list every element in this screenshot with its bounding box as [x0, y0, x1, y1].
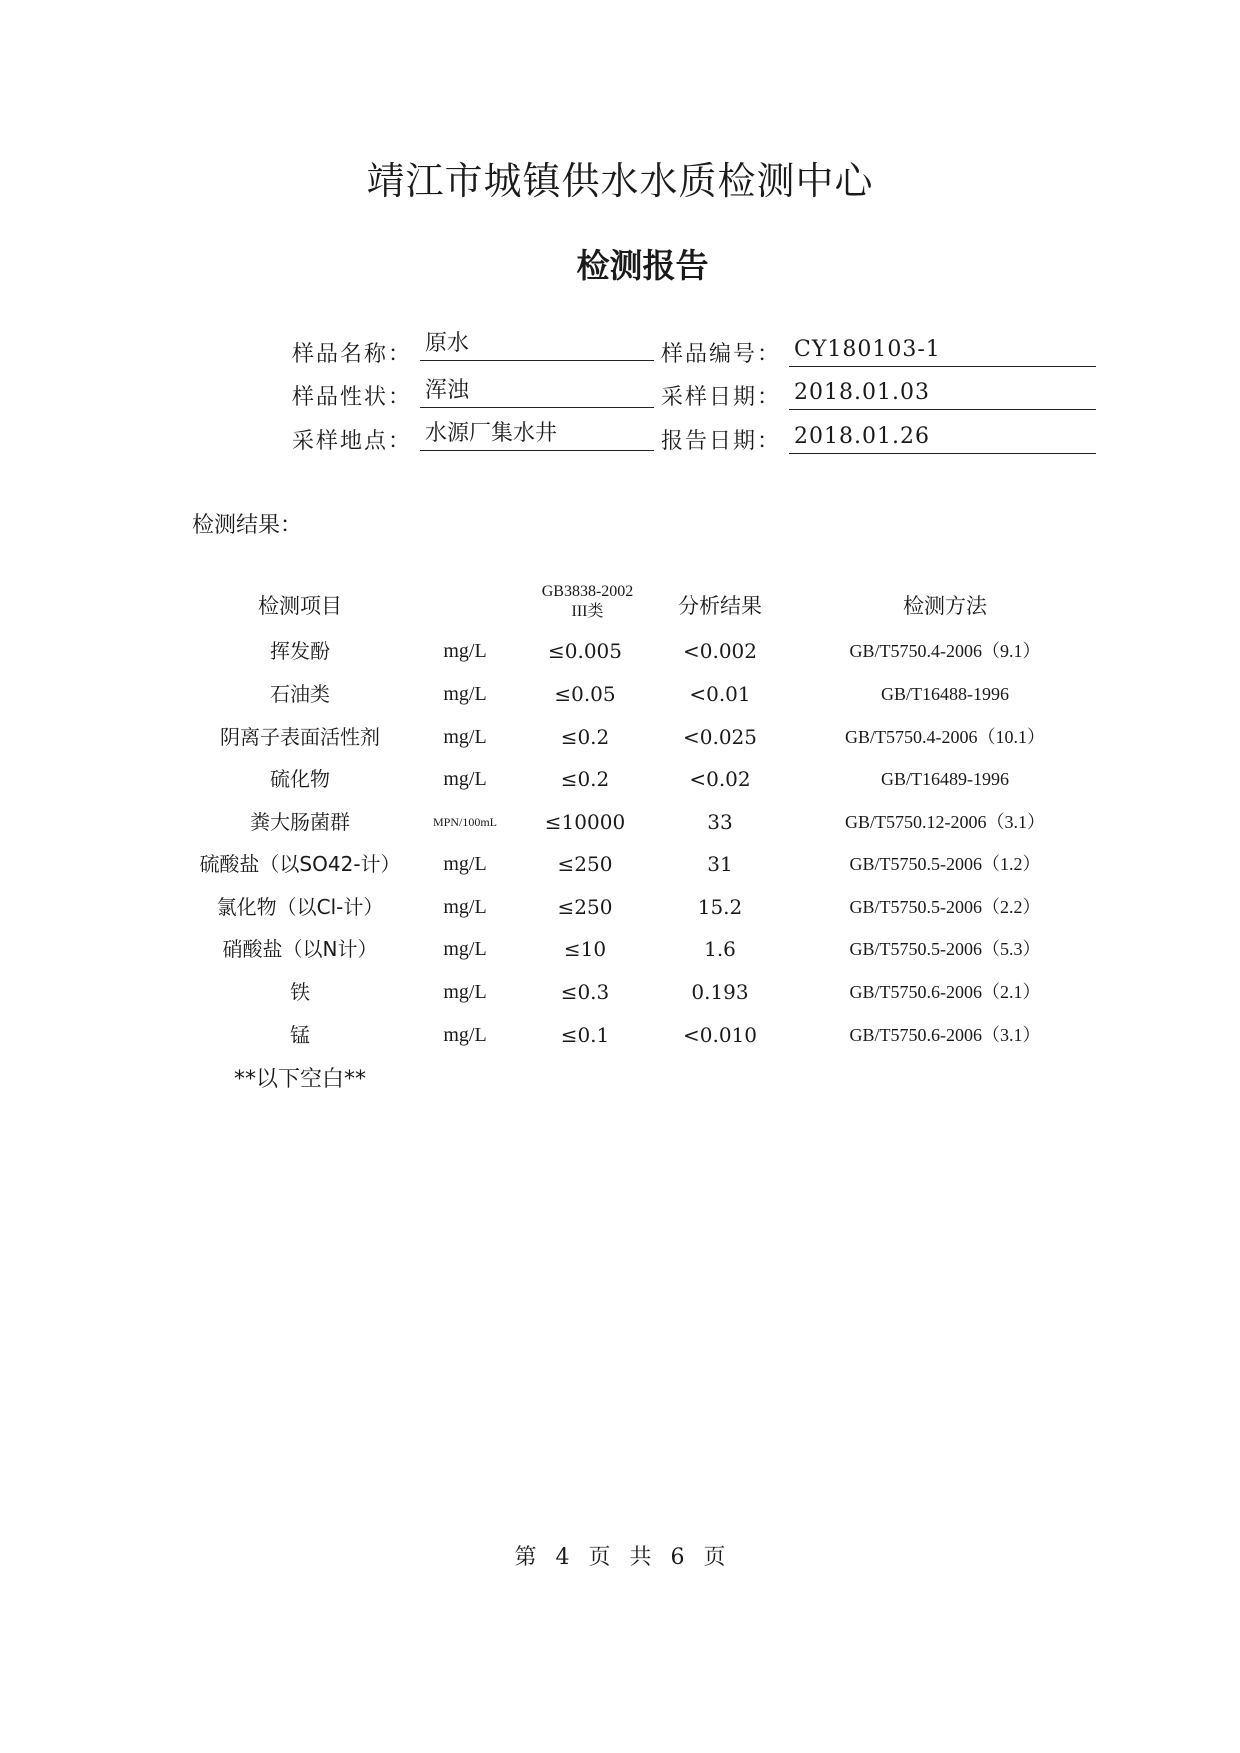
- item-limit: ≤0.05: [554, 682, 616, 706]
- item-unit: mg/L: [443, 640, 487, 662]
- item-name: 挥发酚: [270, 639, 330, 663]
- table-row: [0, 720, 1240, 758]
- sampling-location-value: 水源厂集水井: [420, 421, 654, 451]
- table-row: [0, 677, 1240, 715]
- item-name: 石油类: [270, 682, 330, 706]
- report-title: 检测报告: [576, 246, 709, 285]
- item-method: GB/T5750.12-2006（3.1）: [845, 812, 1045, 832]
- results-section-label: 检测结果：: [192, 513, 303, 538]
- item-name: 阴离子表面活性剂: [220, 725, 380, 749]
- sample-state-value: 浑浊: [420, 378, 654, 408]
- item-unit: mg/L: [443, 726, 487, 748]
- item-name: 粪大肠菌群: [250, 810, 350, 834]
- table-row: [0, 805, 1240, 843]
- item-method: GB/T5750.5-2006（5.3）: [849, 939, 1041, 959]
- table-row: [0, 847, 1240, 885]
- item-result: 15.2: [697, 895, 743, 919]
- table-row: [0, 975, 1240, 1013]
- item-result: <0.002: [682, 639, 757, 663]
- item-result: 33: [707, 810, 733, 834]
- sample-id-label: 样品编号：: [661, 342, 782, 367]
- item-unit: mg/L: [443, 683, 487, 705]
- organization-title: 靖江市城镇供水水质检测中心: [366, 159, 874, 203]
- sample-state-label: 样品性状：: [292, 385, 413, 410]
- item-limit: ≤0.3: [560, 980, 610, 1004]
- item-method: GB/T5750.5-2006（1.2）: [849, 854, 1041, 874]
- item-unit: mg/L: [443, 853, 487, 875]
- item-method: GB/T5750.5-2006（2.2）: [849, 897, 1041, 917]
- sample-id-value: CY180103-1: [789, 337, 1096, 367]
- item-method: GB/T5750.4-2006（9.1）: [849, 641, 1041, 661]
- item-method: GB/T5750.4-2006（10.1）: [845, 727, 1045, 747]
- item-method: GB/T16488-1996: [881, 684, 1009, 704]
- item-name: 氯化物（以Cl-计）: [216, 895, 384, 919]
- header-result: 分析结果: [678, 594, 762, 618]
- table-row: [0, 762, 1240, 800]
- item-name: 硫化物: [270, 767, 330, 791]
- item-limit: ≤10000: [544, 810, 626, 834]
- table-row: [0, 932, 1240, 970]
- item-result: <0.02: [689, 767, 751, 791]
- item-name: 硫酸盐（以SO42-计）: [199, 852, 401, 876]
- item-name: 锰: [290, 1023, 310, 1047]
- item-result: 1.6: [704, 937, 736, 961]
- item-unit: MPN/100mL: [432, 815, 497, 829]
- header-method: 检测方法: [903, 594, 987, 618]
- sampling-location-label: 采样地点：: [292, 429, 413, 454]
- item-name: 硝酸盐（以N计）: [222, 937, 378, 961]
- item-method: GB/T16489-1996: [881, 769, 1009, 789]
- report-date-label: 报告日期：: [661, 429, 782, 454]
- item-limit: ≤0.2: [560, 767, 610, 791]
- blank-below-note: **以下空白**: [233, 1067, 366, 1092]
- item-result: <0.025: [682, 725, 757, 749]
- item-result: 31: [707, 852, 733, 876]
- item-unit: mg/L: [443, 896, 487, 918]
- item-method: GB/T5750.6-2006（3.1）: [849, 1025, 1041, 1045]
- item-unit: mg/L: [443, 938, 487, 960]
- header-standard-line1: GB3838-2002: [541, 583, 634, 600]
- header-standard: [515, 582, 660, 622]
- item-limit: ≤0.1: [560, 1023, 610, 1047]
- sample-name-value: 原水: [420, 331, 654, 361]
- report-date-value: 2018.01.26: [789, 424, 1096, 454]
- header-item: 检测项目: [258, 594, 342, 618]
- item-limit: ≤0.2: [560, 725, 610, 749]
- sampling-date-value: 2018.01.03: [789, 380, 1096, 410]
- page-number: 第 4 页 共 6 页: [514, 1545, 726, 1570]
- item-unit: mg/L: [443, 768, 487, 790]
- item-result: <0.01: [689, 682, 751, 706]
- table-row: [0, 1018, 1240, 1056]
- item-limit: ≤0.005: [547, 639, 622, 663]
- item-limit: ≤250: [557, 895, 613, 919]
- table-row: [0, 634, 1240, 672]
- item-unit: mg/L: [443, 1024, 487, 1046]
- item-method: GB/T5750.6-2006（2.1）: [849, 982, 1041, 1002]
- header-standard-line2: III类: [571, 603, 604, 620]
- item-name: 铁: [290, 980, 310, 1004]
- table-row: [0, 890, 1240, 928]
- sample-name-label: 样品名称：: [292, 342, 413, 367]
- item-result: <0.010: [682, 1023, 757, 1047]
- item-limit: ≤250: [557, 852, 613, 876]
- sampling-date-label: 采样日期：: [661, 385, 782, 410]
- item-unit: mg/L: [443, 981, 487, 1003]
- item-limit: ≤10: [563, 937, 607, 961]
- item-result: 0.193: [691, 980, 749, 1004]
